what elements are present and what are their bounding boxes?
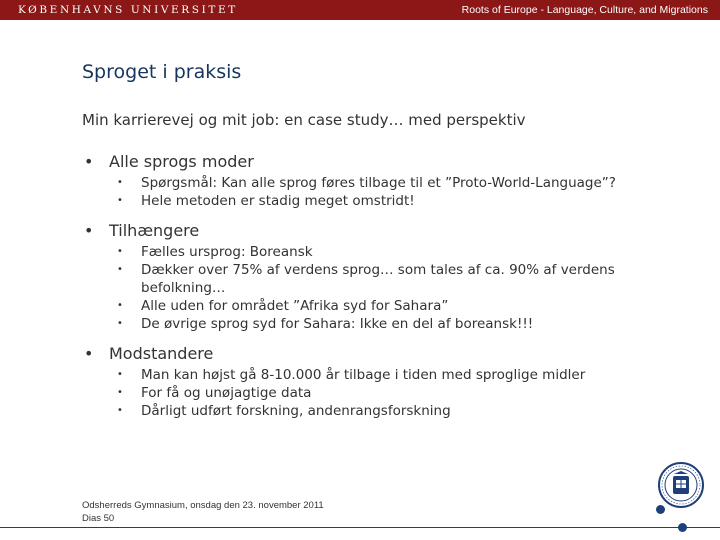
footer <box>82 499 324 525</box>
list-item-text: Dårligt udført forskning, andenrangsforskning <box>141 403 451 419</box>
slide-content <box>82 151 682 430</box>
section-heading: Tilhængere <box>109 221 200 240</box>
slide-title: Sproget i praksis <box>82 61 242 83</box>
university-seal-icon <box>658 462 704 508</box>
list-item <box>82 243 682 261</box>
sub-bullet-icon: • <box>117 405 123 416</box>
bullet-section-3 <box>82 343 682 365</box>
bullet-icon: • <box>84 152 94 171</box>
sub-bullet-icon: • <box>117 195 123 206</box>
list-item-text: Fælles ursprog: Boreansk <box>141 244 313 260</box>
list-item-text: For få og unøjagtige data <box>141 385 312 401</box>
bullet-icon: • <box>84 221 94 240</box>
sub-bullet-list <box>82 243 682 333</box>
section-heading: Alle sprogs moder <box>109 152 254 171</box>
list-item-text: Hele metoden er stadig meget omstridt! <box>141 193 415 209</box>
list-item <box>82 402 682 420</box>
list-item-text: Alle uden for området ”Afrika syd for Sahara” <box>141 298 449 314</box>
bullet-section-1 <box>82 151 682 173</box>
header-bar <box>0 0 720 20</box>
sub-bullet-icon: • <box>117 300 123 311</box>
sub-bullet-icon: • <box>117 177 123 188</box>
sub-bullet-icon: • <box>117 369 123 380</box>
list-item <box>82 174 682 192</box>
decorative-dot-icon <box>678 523 687 532</box>
footer-venue-date: Odsherreds Gymnasium, onsdag den 23. november 2011 <box>82 500 324 511</box>
slide-number: Dias 50 <box>82 513 115 524</box>
bullet-section-2 <box>82 220 682 242</box>
sub-bullet-icon: • <box>117 246 123 257</box>
list-item <box>82 366 682 384</box>
section-heading: Modstandere <box>109 344 214 363</box>
list-item <box>82 192 682 210</box>
list-item <box>82 297 682 315</box>
list-item <box>82 261 682 297</box>
university-name: KØBENHAVNS UNIVERSITET <box>18 4 238 16</box>
bullet-icon: • <box>84 344 94 363</box>
footer-rule <box>0 527 720 528</box>
course-title: Roots of Europe - Language, Culture, and Migrations <box>461 4 708 16</box>
list-item-text: Spørgsmål: Kan alle sprog føres tilbage til et ”Proto-World-Language”? <box>141 175 616 191</box>
slide-subtitle: Min karrierevej og mit job: en case study… med perspektiv <box>82 111 526 129</box>
sub-bullet-list <box>82 174 682 210</box>
list-item-text: Man kan højst gå 8-10.000 år tilbage i tiden med sproglige midler <box>141 367 586 383</box>
decorative-dot-icon <box>656 505 665 514</box>
list-item-text: De øvrige sprog syd for Sahara: Ikke en del af boreansk!!! <box>141 316 534 332</box>
sub-bullet-list <box>82 366 682 420</box>
sub-bullet-icon: • <box>117 387 123 398</box>
list-item-text: Dækker over 75% af verdens sprog… som tales af ca. 90% af verdens befolkning… <box>141 262 615 296</box>
list-item <box>82 384 682 402</box>
sub-bullet-icon: • <box>117 264 123 275</box>
list-item <box>82 315 682 333</box>
sub-bullet-icon: • <box>117 318 123 329</box>
